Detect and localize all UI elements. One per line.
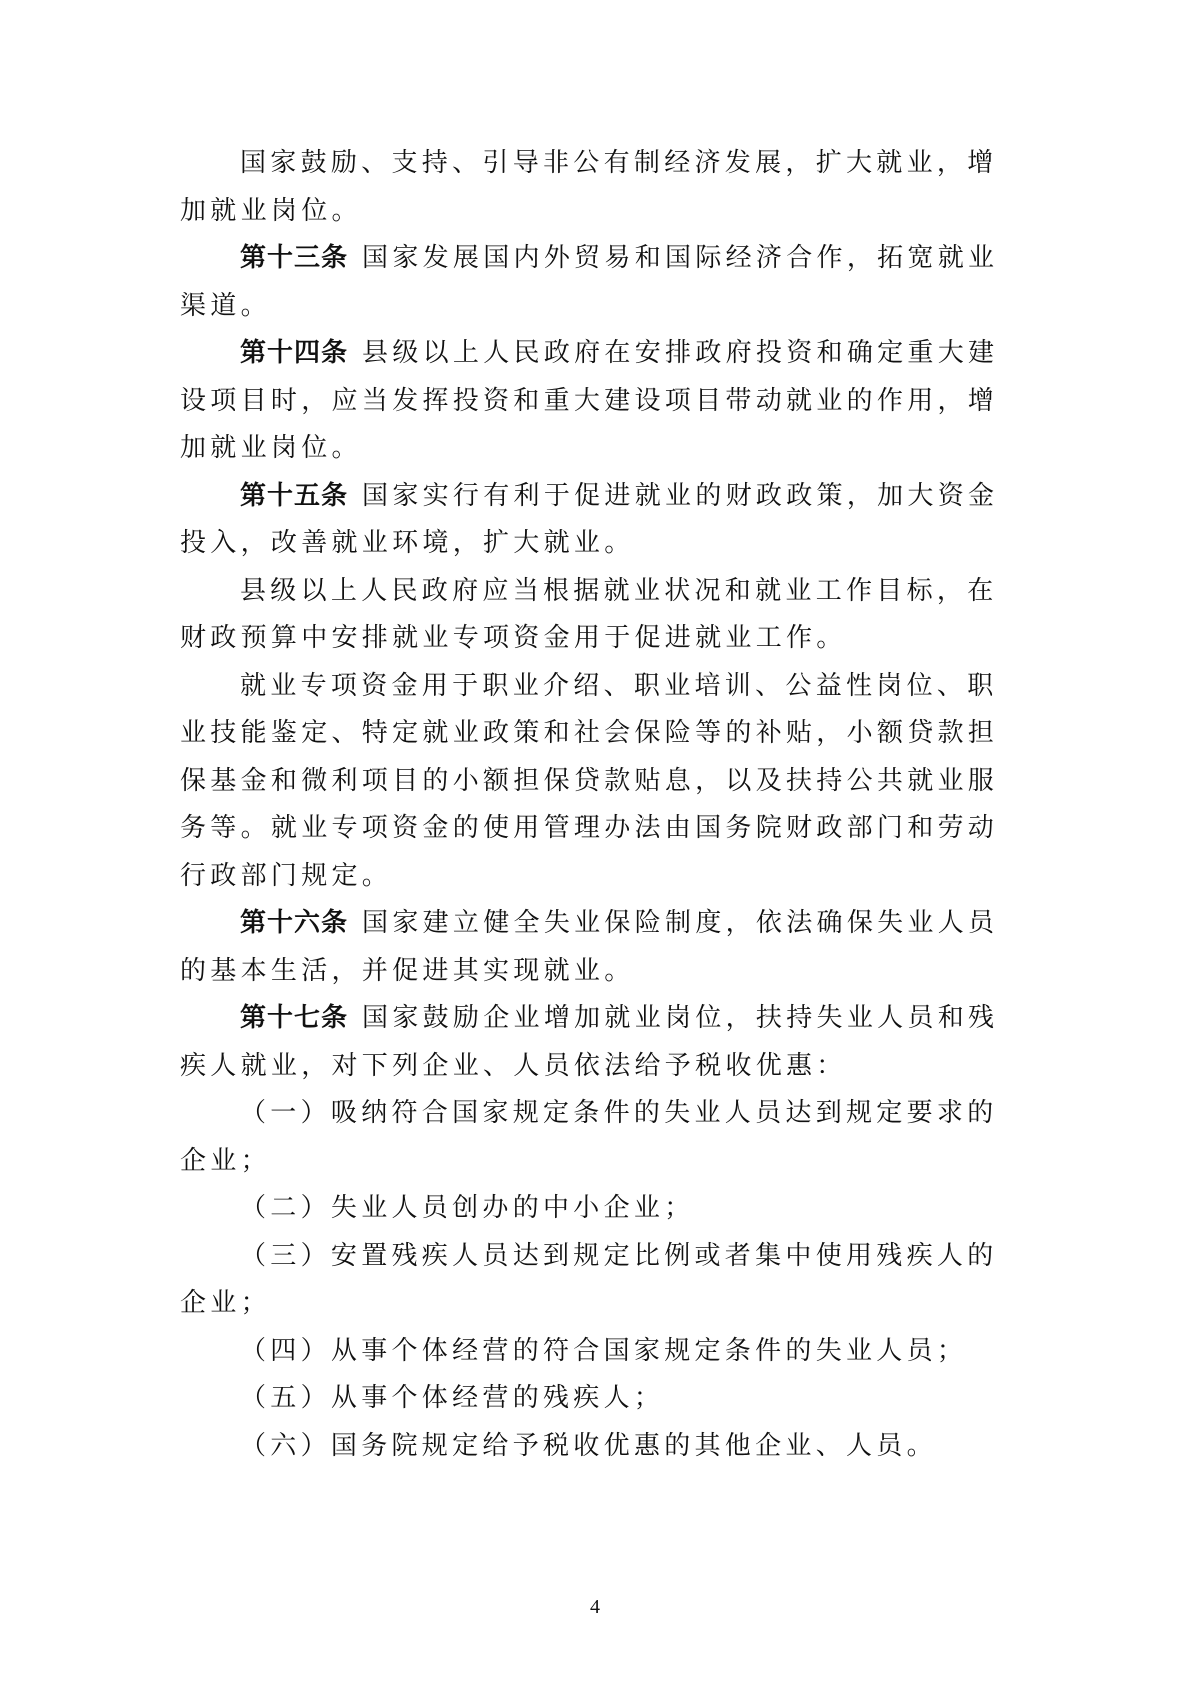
paragraph (180, 140, 1010, 235)
paragraph (180, 568, 1010, 663)
paragraph (180, 330, 1010, 473)
list-item: （六）国务院规定给予税收优惠的其他企业、人员。 (240, 1430, 937, 1461)
paragraph-text: 国家鼓励企业增加就业岗位，扶持失业人员和残疾人就业，对下列企业、人员依法给予税收优惠： (180, 1003, 999, 1081)
paragraph-text: 国家实行有利于促进就业的财政政策，加大资金投入，改善就业环境，扩大就业。 (180, 480, 999, 558)
list-item: （四）从事个体经营的符合国家规定条件的失业人员； (240, 1335, 968, 1366)
paragraph (180, 663, 1010, 901)
paragraph-text: 国家鼓励、支持、引导非公有制经济发展，扩大就业，增加就业岗位。 (180, 148, 998, 226)
paragraph (180, 235, 1010, 330)
list-item: （二）失业人员创办的中小企业； (240, 1193, 695, 1223)
list-item: （一）吸纳符合国家规定条件的失业人员达到规定要求的企业； (180, 1098, 998, 1176)
page-number: 4 (590, 1596, 600, 1618)
document-body (180, 140, 1010, 1470)
list-item: （三）安置残疾人员达到规定比例或者集中使用残疾人的企业； (180, 1240, 998, 1318)
article-number: 第十七条 (240, 1003, 349, 1033)
paragraph-text: 县级以上人民政府在安排政府投资和确定重大建设项目时，应当发挥投资和重大建设项目带动就业的作用，增加就业岗位。 (180, 338, 999, 463)
article-number: 第十三条 (240, 243, 349, 273)
article-number: 第十六条 (240, 908, 349, 938)
paragraph-text: 国家建立健全失业保险制度，依法确保失业人员的基本生活，并促进其实现就业。 (180, 908, 999, 986)
paragraph-text: 县级以上人民政府应当根据就业状况和就业工作目标，在财政预算中安排就业专项资金用于促进就业工作。 (180, 575, 998, 653)
paragraph (180, 473, 1010, 568)
paragraph-text: 就业专项资金用于职业介绍、职业培训、公益性岗位、职业技能鉴定、特定就业政策和社会保险等的补贴，小额贷款担保基金和微利项目的小额担保贷款贴息，以及扶持公共就业服务等。就业专项资金的使用管理办法由国务院财政部门和劳动行政部门规定。 (180, 670, 999, 891)
paragraph (180, 995, 1010, 1090)
article-number: 第十五条 (240, 480, 349, 511)
list-item: （五）从事个体经营的残疾人； (240, 1383, 665, 1413)
article-number: 第十四条 (240, 338, 349, 368)
paragraph-text: 国家发展国内外贸易和国际经济合作，拓宽就业渠道。 (180, 243, 999, 321)
paragraph (180, 900, 1010, 995)
